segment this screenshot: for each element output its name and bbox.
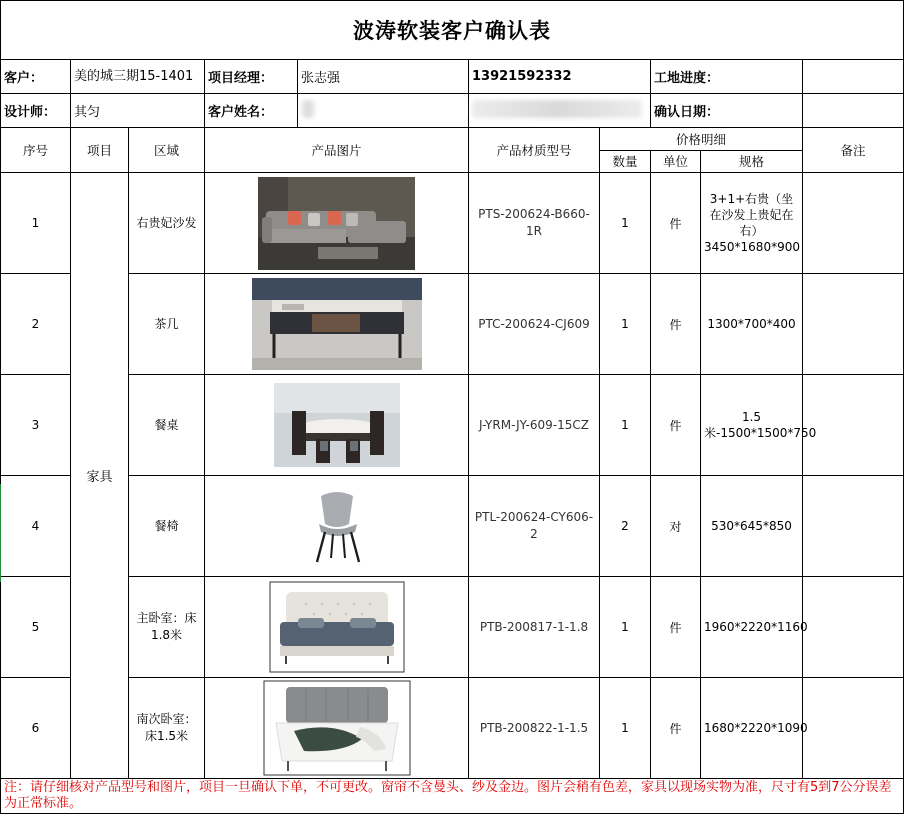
table-row[interactable] <box>1 173 904 274</box>
row-unit: 件 <box>651 678 701 779</box>
row-area: 餐椅 <box>129 476 205 577</box>
row-spec: 1960*2220*1160 <box>701 577 803 678</box>
row-spec: 530*645*850 <box>701 476 803 577</box>
footer-note: 注：请仔细核对产品型号和图片，项目一旦确认下单，不可更改。窗帘不含曼头、纱及金边。图片会稍有色差，家具以现场实物为准，尺寸有5到7公分误差为正常标准。 <box>1 779 904 814</box>
row-qty: 1 <box>600 274 651 375</box>
confirm-date-label: 确认日期： <box>651 94 803 128</box>
row-remark[interactable] <box>803 476 904 577</box>
header-price-detail: 价格明细 <box>600 128 803 151</box>
progress-value[interactable] <box>803 60 904 94</box>
row-area: 主卧室：床1.8米 <box>129 577 205 678</box>
header-spec: 规格 <box>701 150 803 173</box>
row-model: PTL-200624-CY606-2 <box>469 476 600 577</box>
row-image-cell <box>205 274 469 375</box>
row-spec: 1300*700*400 <box>701 274 803 375</box>
row-no: 1 <box>1 173 71 274</box>
table-row[interactable] <box>1 577 904 678</box>
row-remark[interactable] <box>803 577 904 678</box>
row-remark[interactable] <box>803 678 904 779</box>
dining-table-photo <box>274 383 400 467</box>
row-qty: 1 <box>600 577 651 678</box>
bed-photo <box>264 681 410 775</box>
row-image-cell <box>205 375 469 476</box>
row-no: 6 <box>1 678 71 779</box>
row-unit: 件 <box>651 375 701 476</box>
header-area: 区域 <box>129 128 205 173</box>
customer-value[interactable]: 美的城三期15-1401 <box>71 60 205 94</box>
row-spec: 1.5米-1500*1500*750 <box>701 375 803 476</box>
row-model: PTB-200822-1-1.5 <box>469 678 600 779</box>
table-row[interactable] <box>1 476 904 577</box>
progress-label: 工地进度： <box>651 60 803 94</box>
sheet-title: 波涛软装客户确认表 <box>1 1 904 60</box>
row-qty: 1 <box>600 375 651 476</box>
row-no: 4 <box>1 476 71 577</box>
client-name-value[interactable] <box>298 94 469 128</box>
client-name-label: 客户姓名： <box>205 94 298 128</box>
header-item: 项目 <box>71 128 129 173</box>
header-remark: 备注 <box>803 128 904 173</box>
phone-value[interactable]: 13921592332 <box>469 60 651 94</box>
row-area: 右贵妃沙发 <box>129 173 205 274</box>
row-image-cell <box>205 173 469 274</box>
row-spec: 3+1+右贵（坐在沙发上贵妃在右）3450*1680*900 <box>701 173 803 274</box>
bed-photo <box>270 582 404 672</box>
pm-label: 项目经理： <box>205 60 298 94</box>
row-qty: 1 <box>600 678 651 779</box>
row-unit: 件 <box>651 577 701 678</box>
customer-label: 客户： <box>1 60 71 94</box>
pm-value[interactable]: 张志强 <box>298 60 469 94</box>
row-model: PTB-200817-1-1.8 <box>469 577 600 678</box>
row-model: PTS-200624-B660-1R <box>469 173 600 274</box>
coffee-table-photo <box>252 278 422 370</box>
row-no: 3 <box>1 375 71 476</box>
client-phone-value[interactable] <box>469 94 651 128</box>
designer-label: 设计师： <box>1 94 71 128</box>
row-model: J-YRM-JY-609-15CZ <box>469 375 600 476</box>
sofa-photo <box>258 177 415 270</box>
header-model: 产品材质型号 <box>469 128 600 173</box>
row-remark[interactable] <box>803 274 904 375</box>
header-image: 产品图片 <box>205 128 469 173</box>
category-cell: 家具 <box>71 173 129 779</box>
row-no: 5 <box>1 577 71 678</box>
confirm-date-value[interactable] <box>803 94 904 128</box>
row-unit: 对 <box>651 476 701 577</box>
row-model: PTC-200624-CJ609 <box>469 274 600 375</box>
table-row[interactable] <box>1 375 904 476</box>
header-no: 序号 <box>1 128 71 173</box>
header-unit: 单位 <box>651 150 701 173</box>
row-image-cell <box>205 476 469 577</box>
dining-chair-photo <box>307 486 367 566</box>
row-qty: 2 <box>600 476 651 577</box>
table-row[interactable] <box>1 274 904 375</box>
designer-value[interactable]: 其匀 <box>71 94 205 128</box>
redacted-name <box>301 100 315 118</box>
row-area: 南次卧室：床1.5米 <box>129 678 205 779</box>
header-qty: 数量 <box>600 150 651 173</box>
redacted-phone <box>472 100 642 118</box>
row-remark[interactable] <box>803 173 904 274</box>
row-area: 餐桌 <box>129 375 205 476</box>
row-image-cell <box>205 577 469 678</box>
row-spec: 1680*2220*1090 <box>701 678 803 779</box>
table-row[interactable] <box>1 678 904 779</box>
row-unit: 件 <box>651 173 701 274</box>
row-image-cell <box>205 678 469 779</box>
row-no: 2 <box>1 274 71 375</box>
row-area: 茶几 <box>129 274 205 375</box>
row-selection-marker <box>0 484 1 582</box>
row-unit: 件 <box>651 274 701 375</box>
row-qty: 1 <box>600 173 651 274</box>
row-remark[interactable] <box>803 375 904 476</box>
